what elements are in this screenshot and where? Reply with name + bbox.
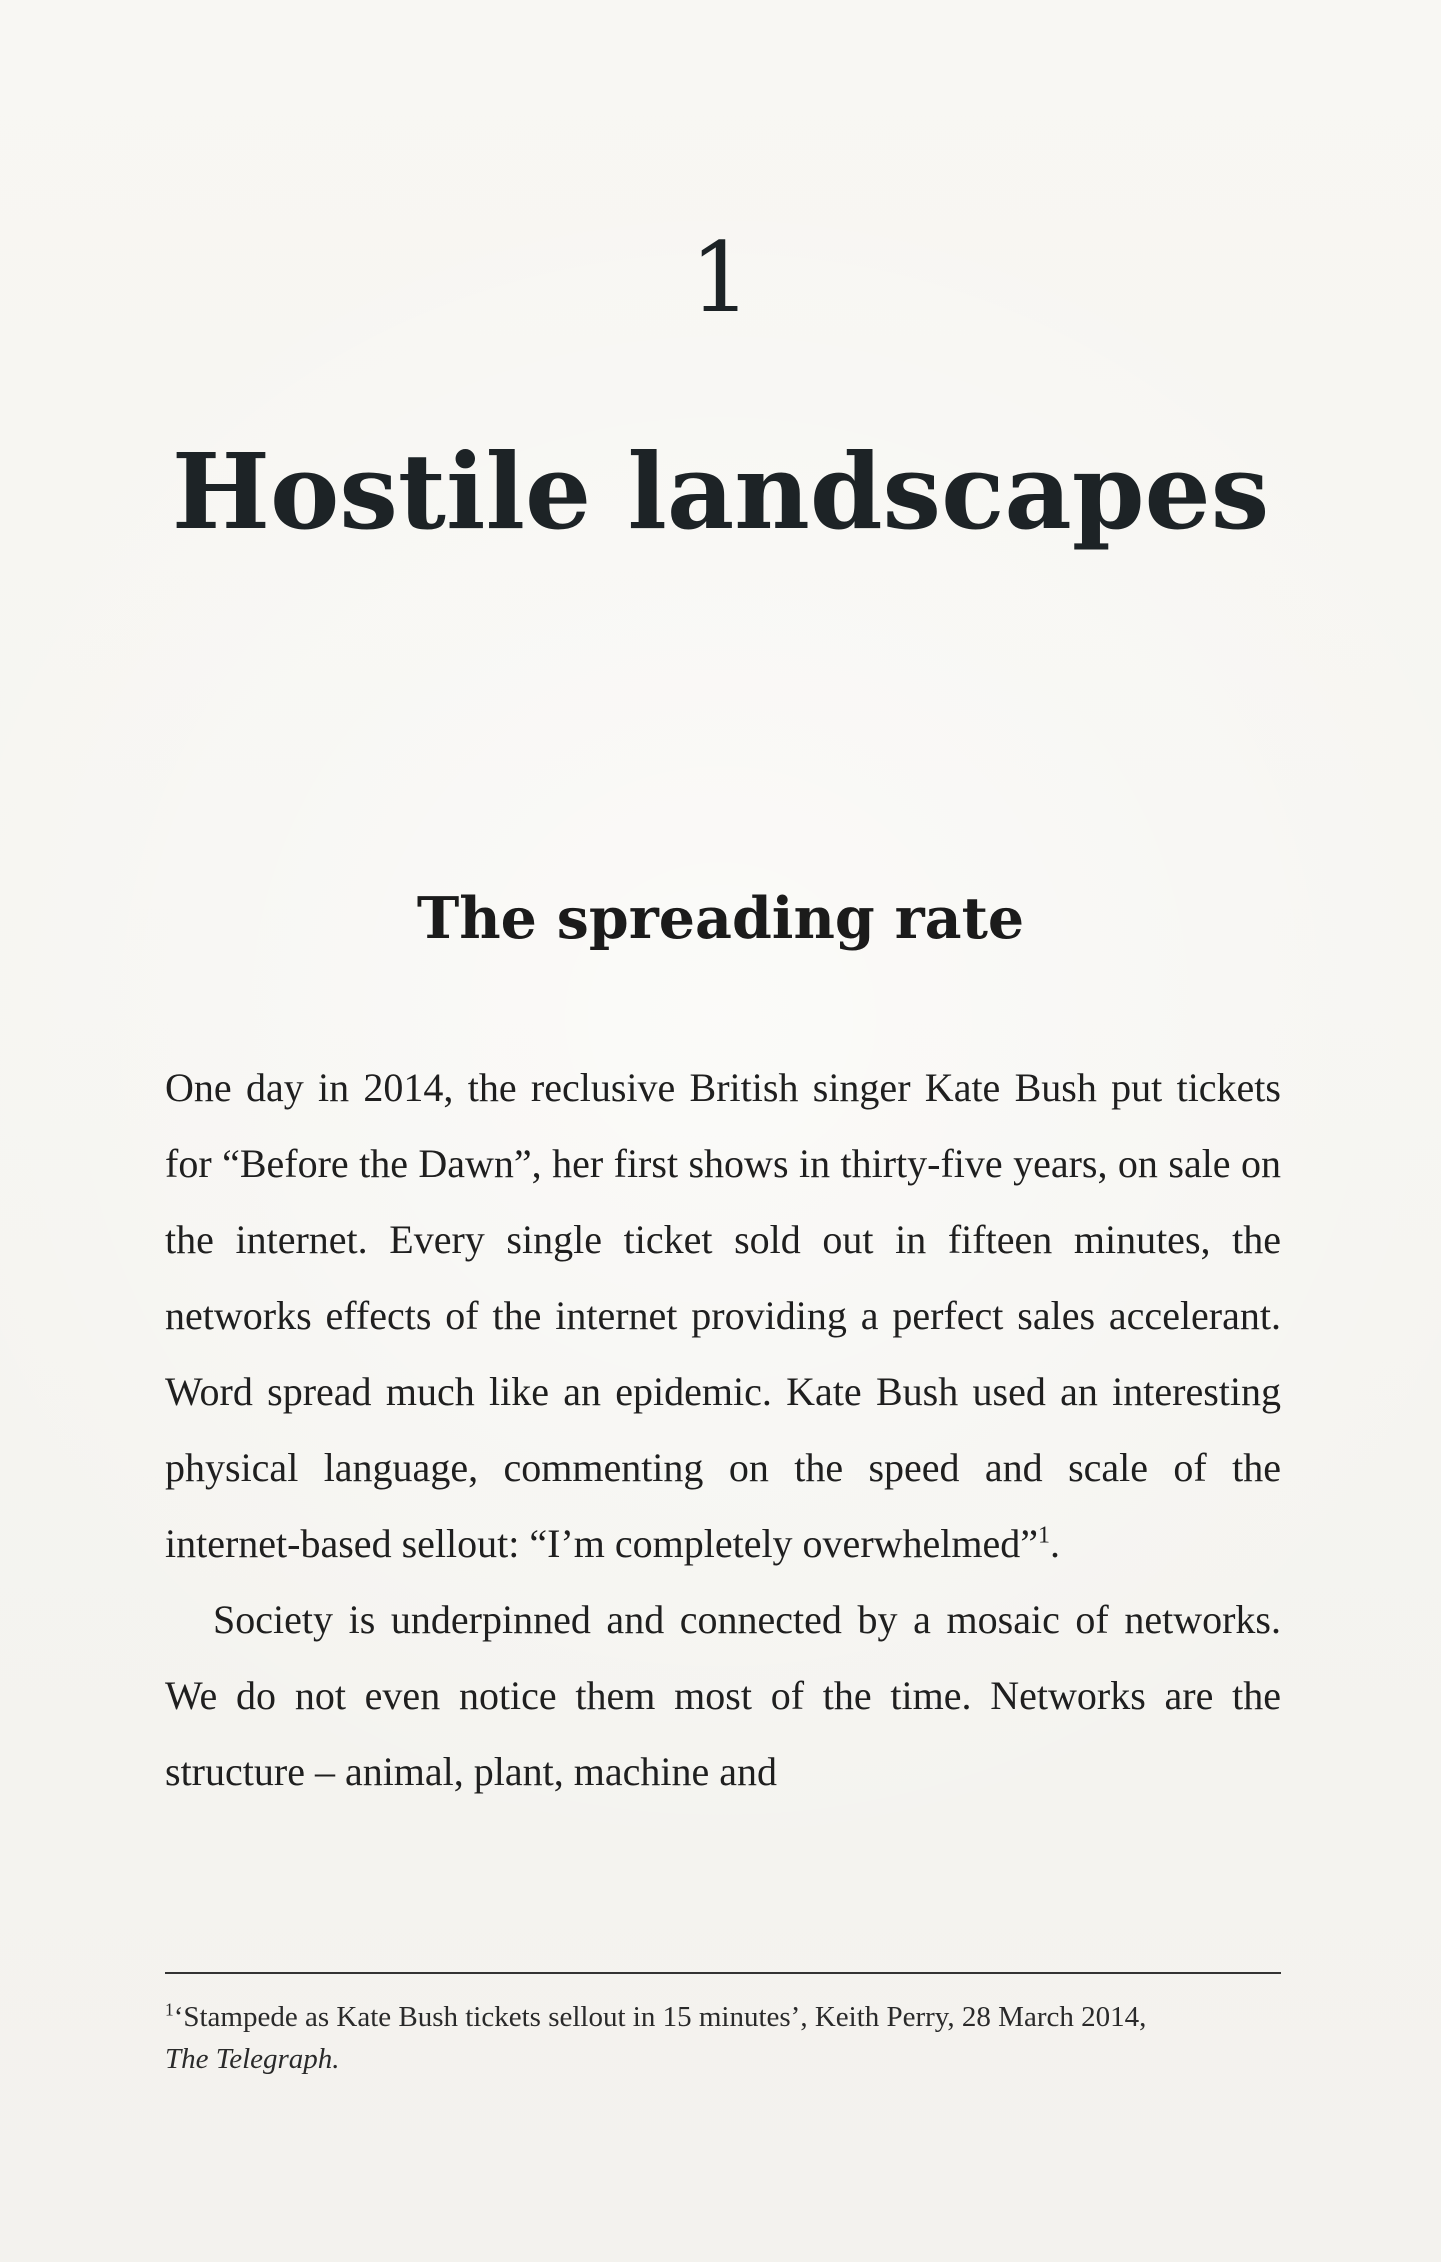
body-text bbox=[165, 1050, 1281, 1810]
paragraph bbox=[165, 1582, 1281, 1810]
paragraph-text: One day in 2014, the reclusive British singer Kate Bush put tickets for “Before the Dawn”, her first shows in thirty-five years, on sale on the internet. Every single ticket sold out in fifteen minutes, the networks effects of the internet providing a perfect sales accelerant. Word spread much like an epidemic. Kate Bush used an interesting physical language, commenting on the speed and scale of the internet-based sellout: “I’m completely overwhelmed” bbox=[165, 1065, 1281, 1566]
chapter-title: Hostile landscapes bbox=[171, 430, 1270, 553]
section-title: The spreading rate bbox=[416, 885, 1025, 952]
footnote-publication: The Telegraph. bbox=[165, 2043, 340, 2075]
footnote-divider bbox=[165, 1972, 1281, 1974]
footnote-reference: 1 bbox=[1038, 1522, 1051, 1549]
chapter-number: 1 bbox=[689, 222, 752, 334]
paragraph-end: . bbox=[1050, 1521, 1061, 1566]
footnote-marker: 1 bbox=[165, 1999, 174, 2020]
paragraph bbox=[165, 1050, 1281, 1582]
footnote bbox=[165, 1996, 1281, 2080]
paragraph-text: Society is underpinned and connected by a mosaic of networks. We do not even notice them most of the time. Networks are the structure – animal, plant, machine and bbox=[165, 1597, 1281, 1794]
footnote-text: ‘Stampede as Kate Bush tickets sellout in 15 minutes’, Keith Perry, 28 March 2014, bbox=[173, 2001, 1147, 2033]
